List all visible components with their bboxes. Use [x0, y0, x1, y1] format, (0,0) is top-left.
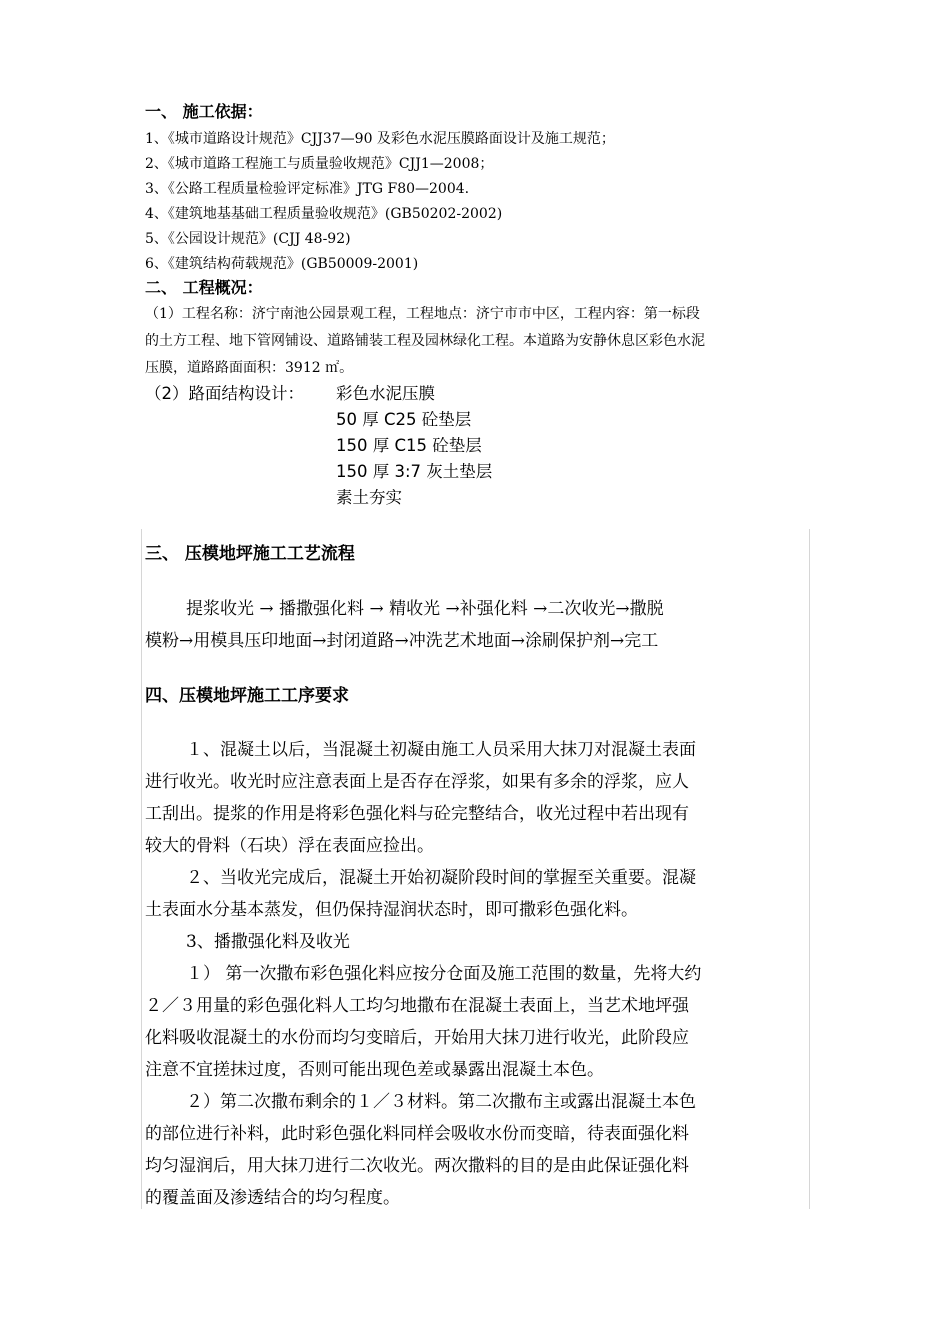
- road-layer: 50 厚 C25 砼垫层: [336, 410, 472, 429]
- paragraph-line: 3、播撒强化料及收光: [186, 932, 350, 952]
- paragraph-line: ２）第二次撒布剩余的１／３材料。第二次撒布主或露出混凝土本色: [186, 1092, 696, 1112]
- paragraph-line: 的部位进行补料，此时彩色强化料同样会吸收水份而变暗，待表面强化料: [145, 1124, 689, 1144]
- paragraph-line: 均匀湿润后，用大抹刀进行二次收光。两次撒料的目的是由此保证强化料: [145, 1156, 689, 1176]
- road-structure-label: （2）路面结构设计：: [145, 384, 304, 403]
- paragraph-line: 进行收光。收光时应注意表面上是否存在浮浆，如果有多余的浮浆，应人: [145, 772, 689, 792]
- road-layer: 150 厚 3:7 灰土垫层: [336, 462, 493, 481]
- reference-item: 1、《城市道路设计规范》CJJ37—90 及彩色水泥压膜路面设计及施工规范；: [145, 131, 615, 147]
- paragraph-line: １、混凝土以后，当混凝土初凝由施工人员采用大抹刀对混凝土表面: [186, 740, 696, 760]
- process-flow-line: 提浆收光 → 播撒强化料 → 精收光 →补强化料 →二次收光→撒脱: [186, 599, 664, 619]
- section2-heading: 二、 工程概况：: [145, 278, 263, 297]
- overview-line: （1）工程名称：济宁南池公园景观工程，工程地点：济宁市市中区，工程内容：第一标段: [145, 306, 700, 322]
- paragraph-line: １） 第一次撒布彩色强化料应按分仓面及施工范围的数量，先将大约: [186, 964, 702, 984]
- road-layer: 150 厚 C15 砼垫层: [336, 436, 482, 455]
- reference-item: 3、《公路工程质量检验评定标准》JTG F80—2004.: [145, 181, 470, 197]
- paragraph-line: 化料吸收混凝土的水份而均匀变暗后，开始用大抹刀进行收光，此阶段应: [145, 1028, 689, 1048]
- section1-heading: 一、 施工依据：: [145, 102, 263, 121]
- reference-item: 5、《公园设计规范》(CJJ 48-92): [145, 231, 351, 247]
- section4-heading: 四、压模地坪施工工序要求: [145, 686, 349, 706]
- section3-heading: 三、 压模地坪施工工艺流程: [145, 544, 355, 564]
- reference-item: 6、《建筑结构荷载规范》(GB50009-2001): [145, 256, 419, 272]
- reference-item: 2、《城市道路工程施工与质量验收规范》CJJ1—2008；: [145, 156, 494, 172]
- paragraph-line: 的覆盖面及渗透结合的均匀程度。: [145, 1188, 400, 1208]
- reference-item: 4、《建筑地基基础工程质量验收规范》(GB50202-2002): [145, 206, 503, 222]
- process-flow-line: 模粉→用模具压印地面→封闭道路→冲洗艺术地面→涂刷保护剂→完工: [145, 631, 659, 651]
- overview-line: 的土方工程、地下管网铺设、道路铺装工程及园林绿化工程。本道路为安静休息区彩色水泥: [145, 333, 705, 349]
- paragraph-line: 注意不宜搓抹过度，否则可能出现色差或暴露出混凝土本色。: [145, 1060, 604, 1080]
- paragraph-line: ２、当收光完成后，混凝土开始初凝阶段时间的掌握至关重要。混凝: [186, 868, 696, 888]
- overview-line: 压膜，道路路面面积：3912 ㎡。: [145, 360, 354, 376]
- paragraph-line: 土表面水分基本蒸发，但仍保持湿润状态时，即可撒彩色强化料。: [145, 900, 638, 920]
- road-layer: 彩色水泥压膜: [336, 384, 435, 403]
- paragraph-line: 较大的骨料（石块）浮在表面应捡出。: [145, 836, 434, 856]
- paragraph-line: 工刮出。提浆的作用是将彩色强化料与砼完整结合，收光过程中若出现有: [145, 804, 689, 824]
- paragraph-line: ２／３用量的彩色强化料人工均匀地撒布在混凝土表面上，当艺术地坪强: [145, 996, 689, 1016]
- road-layer: 素土夯实: [336, 488, 402, 507]
